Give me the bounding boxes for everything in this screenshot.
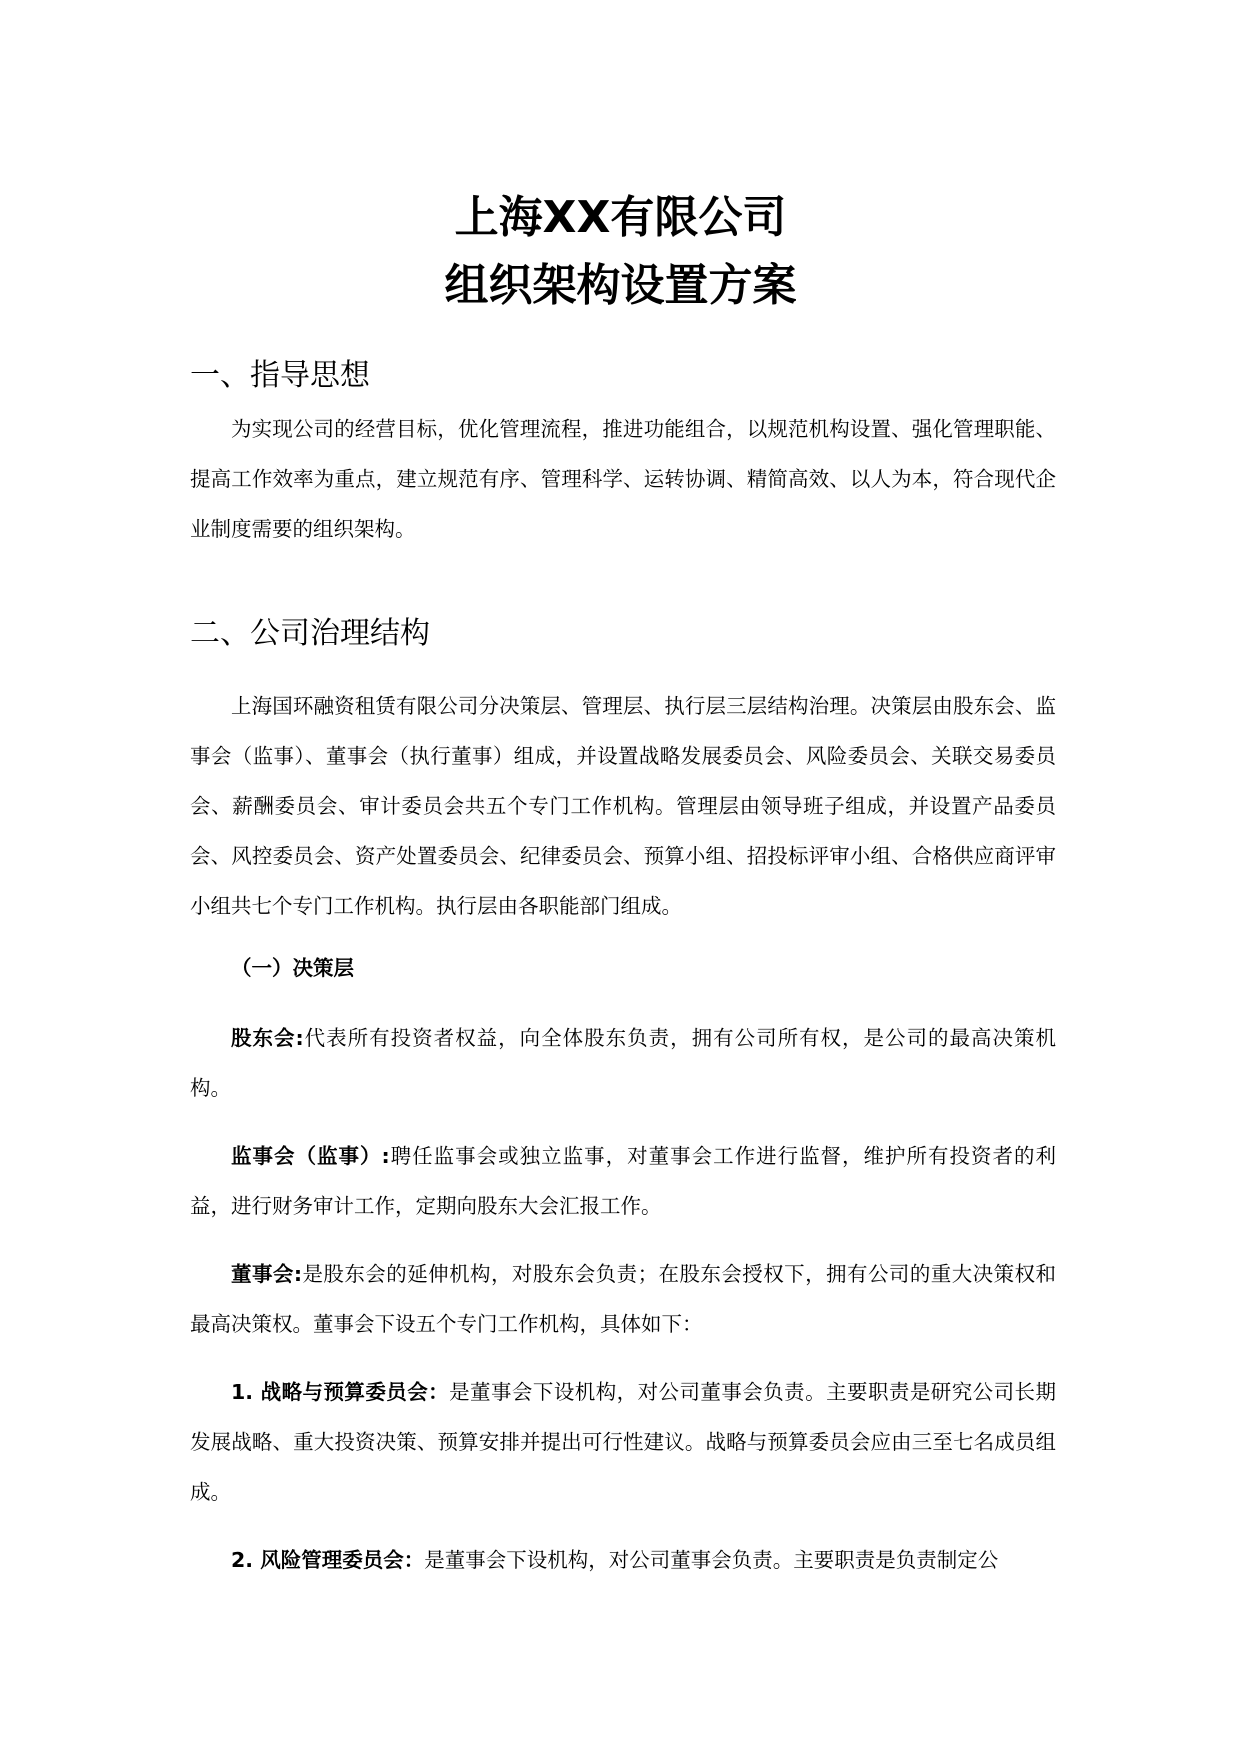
item-label: 监事会（监事）: bbox=[231, 1144, 390, 1168]
governance-structure-paragraph: 上海国环融资租赁有限公司分决策层、管理层、执行层三层结构治理。决策层由股东会、监事会（监事）、董事会（执行董事）组成，并设置战略发展委员会、风险委员会、关联交易委员会、薪酬委员会、审计委员会共五个专门工作机构。管理层由领导班子组成，并设置产品委员会、风控委员会、资产处置委员会、纪律委员会、预算小组、招投标评审小组、合格供应商评审小组共七个专门工作机构。执行层由各职能部门组成。 bbox=[190, 694, 1056, 918]
item-text: 代表所有投资者权益，向全体股东负责，拥有公司所有权，是公司的最高决策机构。 bbox=[190, 1026, 1056, 1100]
item-risk-management-committee bbox=[190, 1535, 1056, 1585]
section-heading-guiding-principle: 一、指导思想 bbox=[190, 358, 370, 393]
item-label: 股东会: bbox=[231, 1026, 304, 1050]
item-text: 聘任监事会或独立监事，对董事会工作进行监督，维护所有投资者的利益，进行财务审计工作，定期向股东大会汇报工作。 bbox=[190, 1144, 1057, 1218]
item-board-of-supervisors bbox=[190, 1131, 1056, 1231]
item-strategy-budget-committee bbox=[190, 1367, 1056, 1517]
item-text: 是股东会的延伸机构，对股东会负责；在股东会授权下，拥有公司的重大决策权和最高决策权。董事会下设五个专门工作机构，具体如下： bbox=[190, 1262, 1056, 1336]
guiding-principle-paragraph: 为实现公司的经营目标，优化管理流程，推进功能组合，以规范机构设置、强化管理职能、提高工作效率为重点，建立规范有序、管理科学、运转协调、精简高效、以人为本，符合现代企业制度需要的组织架构。 bbox=[190, 417, 1056, 541]
item-text: 是董事会下设机构，对公司董事会负责。主要职责是研究公司长期发展战略、重大投资决策、预算安排并提出可行性建议。战略与预算委员会应由三至七名成员组成。 bbox=[190, 1380, 1056, 1504]
item-text: 是董事会下设机构，对公司董事会负责。主要职责是负责制定公 bbox=[424, 1548, 999, 1572]
item-board-of-directors bbox=[190, 1249, 1056, 1349]
item-label: 2. 风险管理委员会： bbox=[231, 1548, 425, 1572]
document-title-company: 上海XX有限公司 bbox=[454, 192, 787, 243]
section-heading-governance-structure: 二、公司治理结构 bbox=[190, 616, 430, 651]
document-title-plan: 组织架构设置方案 bbox=[444, 260, 797, 311]
item-label: 董事会: bbox=[231, 1262, 303, 1286]
item-shareholders-meeting bbox=[190, 1013, 1056, 1113]
subheading-decision-layer: （一）决策层 bbox=[231, 956, 354, 980]
item-label: 1. 战略与预算委员会： bbox=[231, 1380, 450, 1404]
